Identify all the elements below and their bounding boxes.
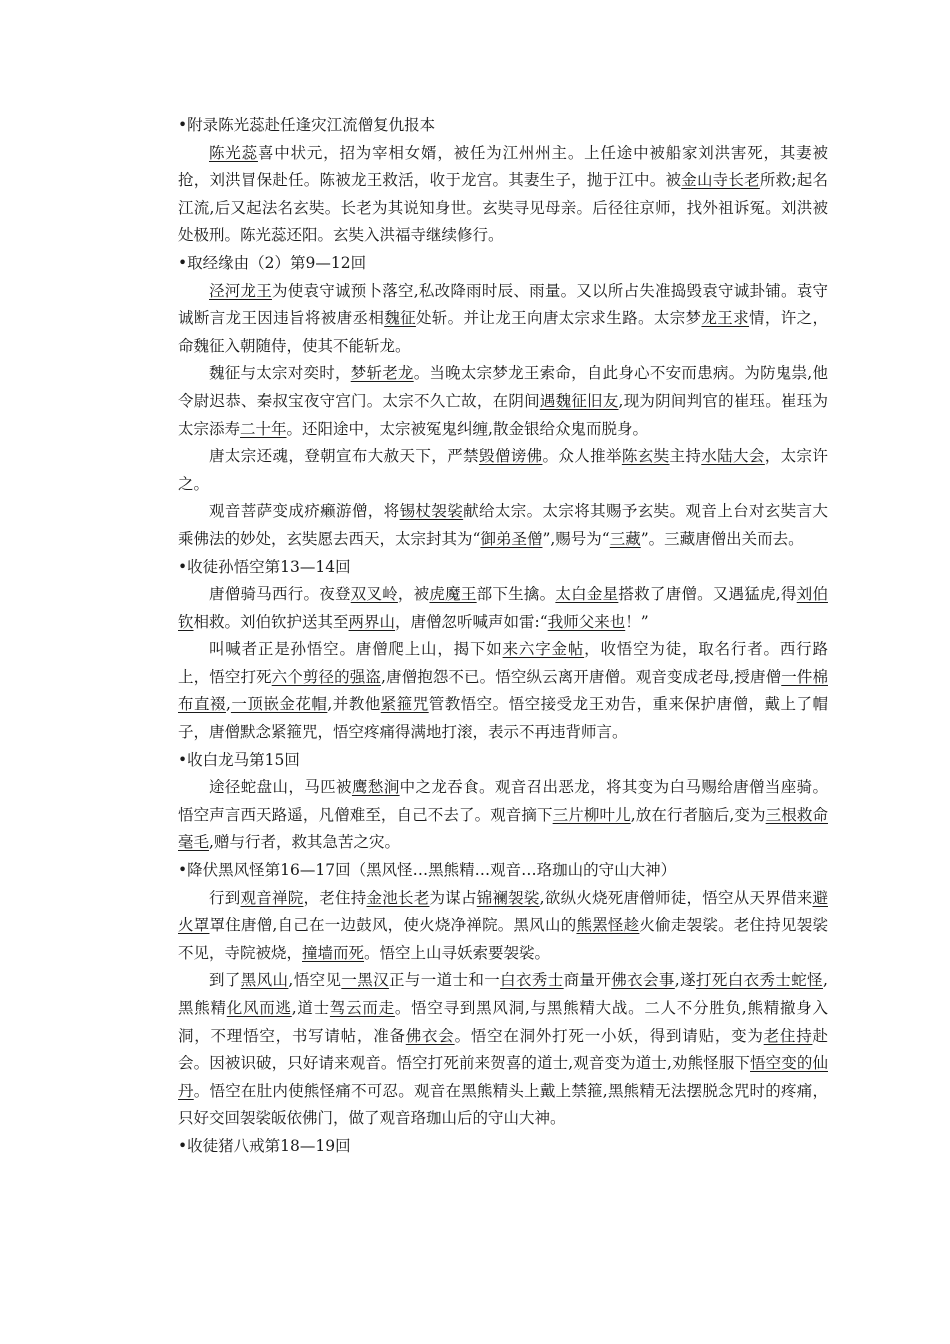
underlined-term: 三片柳叶儿 xyxy=(552,805,631,824)
text-run: ,赠与行者，救其急苦之灾。 xyxy=(209,833,400,852)
section-heading: •收白龙马第15回 xyxy=(178,750,300,769)
body-paragraph xyxy=(178,498,828,553)
text-run: 。悟空在肚内使熊怪痛不可忍。观音在黑熊精头上戴上禁箍,黑熊精无法摆脱念咒时的疼痛，只好交回袈裟皈依佛门，做了观音珞珈山后的守山大神。 xyxy=(178,1081,828,1128)
underlined-term: 驾云而走 xyxy=(329,999,395,1017)
body-paragraph xyxy=(178,278,828,361)
text-run: 情，许之，命魏征入朝随侍，使其不能斩龙。 xyxy=(178,309,828,355)
underlined-term: 鹰愁涧 xyxy=(351,778,400,797)
underlined-term: 水陆大会 xyxy=(701,447,765,466)
text-run: 。当晚太宗梦龙王索命，自此身心不安而患病。为防鬼祟,他令尉迟恭、秦叔宝夜守宫门。太宗不久亡故，在阴间 xyxy=(178,364,828,410)
underlined-term: 虎魔王 xyxy=(429,585,477,604)
section-heading: •降伏黑风怪第16—17回（黑风怪…黑熊精…观音…珞珈山的守山大神） xyxy=(178,861,677,880)
underlined-term: 二十年 xyxy=(240,419,287,438)
text-run: 。还阳途中，太宗被冤鬼纠缠,散金银给众鬼而脱身。 xyxy=(286,419,648,438)
text-run: 罩住唐僧,自己在一边鼓风，使火烧净禅院。黑风山的 xyxy=(209,916,577,935)
text-run: 管教悟空。悟空接受龙王劝告，重来保护唐僧，戴上了帽子，唐僧默念紧箍咒，悟空疼痛得满地打滚，表示不再违背师言。 xyxy=(178,695,828,742)
text-run: 为谋占 xyxy=(429,888,477,907)
body-paragraph xyxy=(178,885,828,968)
underlined-term: 陈光蕊 xyxy=(209,143,258,162)
underlined-term: 佛衣会事 xyxy=(611,971,675,990)
body-paragraph xyxy=(178,360,828,443)
underlined-term: 一顶嵌金花帽 xyxy=(230,695,328,714)
section-heading: •收徒孙悟空第13—14回 xyxy=(178,557,351,576)
underlined-term: 我师父来也 xyxy=(547,612,626,631)
underlined-term: 泾河龙王 xyxy=(209,281,272,300)
text-run: ,道士 xyxy=(291,999,330,1017)
section-heading: •取经缘由（2）第9—12回 xyxy=(178,253,367,272)
underlined-term: 化风而逃 xyxy=(226,999,292,1017)
underlined-term: 观音禅院 xyxy=(240,888,304,907)
body-paragraph xyxy=(178,636,828,746)
text-run: ”。三藏唐僧出关而去。 xyxy=(640,529,804,548)
section-heading: •收徒猪八戒第18—19回 xyxy=(178,1136,351,1155)
body-paragraph xyxy=(178,774,828,857)
text-run: ,并教他 xyxy=(327,695,381,714)
underlined-term: 黑风山 xyxy=(240,971,289,990)
text-run: ,欲纵火烧死唐僧师徒，悟空从天界借来 xyxy=(539,888,813,907)
underlined-term: 金山寺长老 xyxy=(681,171,760,190)
text-run: 唐太宗还魂，登朝宣布大赦天下，严禁 xyxy=(209,447,479,466)
text-run: ，收悟空为徒，取名行者。西行路上，悟空打死 xyxy=(178,640,828,686)
body-paragraph xyxy=(178,443,828,498)
text-run: 。悟空上山寻妖索要袈裟。 xyxy=(364,943,551,962)
underlined-term: 六个剪径的强盗 xyxy=(271,667,381,686)
text-run: 正与一道士和一 xyxy=(388,971,501,990)
body-paragraph xyxy=(178,140,828,250)
text-run: 喜中状元，招为宰相女婿，被任为江州州主。上任途中被船家刘洪害死，其妻被抢，刘洪冒保赴任。陈被龙王救活，收于龙宫。其妻生子，抛于江中。被 xyxy=(178,143,828,190)
underlined-term: 双叉岭 xyxy=(350,585,398,604)
text-run: 到了 xyxy=(209,971,241,990)
text-run: 中之龙吞食。观音召出恶龙，将其变为白马赐给唐僧当座骑。悟空声言西天路遥，凡僧难至，自己不去了。观音摘下 xyxy=(178,778,828,824)
document-body xyxy=(178,112,828,1161)
underlined-term: 龙王求 xyxy=(701,309,750,328)
text-run: ,放在行者脑后,变为 xyxy=(630,805,766,824)
text-run: 唐僧骑马西行。夜登 xyxy=(209,585,351,604)
underlined-term: 三根救命毫毛 xyxy=(178,805,828,852)
underlined-term: 白衣秀士 xyxy=(500,971,564,990)
text-run: 。悟空在洞外打死一小妖，得到请贴，变为 xyxy=(454,1026,764,1045)
text-run: 部下生擒。 xyxy=(476,585,556,604)
underlined-term: 避火罩 xyxy=(178,888,828,935)
underlined-term: 老住持 xyxy=(763,1026,813,1045)
text-run: ，被 xyxy=(397,585,430,604)
text-run: 献给太宗。太宗将其赐予玄奘。观音上台对玄奘言大乘佛法的妙处，玄奘愿去西天，太宗封其为“ xyxy=(178,502,828,548)
text-run: 搭救了唐僧。又遇猛虎,得 xyxy=(618,585,797,604)
underlined-term: 三藏 xyxy=(609,529,641,548)
body-paragraph xyxy=(178,967,828,1133)
text-run: , xyxy=(225,695,231,714)
text-run: 途径蛇盘山，马匹被 xyxy=(209,778,352,797)
body-paragraph xyxy=(178,581,828,636)
underlined-term: 刘伯钦 xyxy=(178,585,828,631)
text-run: 行到 xyxy=(209,888,241,907)
text-run: 。众人推举 xyxy=(542,447,622,466)
underlined-term: 来六字金帖 xyxy=(502,640,585,659)
text-run: 商量开 xyxy=(563,971,612,990)
underlined-term: 一黑汉 xyxy=(341,971,389,990)
underlined-term: 紧箍咒 xyxy=(380,695,429,714)
underlined-term: 两界山 xyxy=(348,612,396,631)
text-run: 观音菩萨变成疥癞游僧，将 xyxy=(209,502,400,521)
text-run: 。悟空寻到黑风洞,与黑熊精大战。二人不分胜负,熊精撤身入洞，不理悟空，书写请帖，准备 xyxy=(178,999,828,1045)
text-run: ,唐僧抱怨不已。悟空纵云离开唐僧。观音变成老母,授唐僧 xyxy=(380,667,782,686)
text-run: 为使袁守诚预卜落空,私改降雨时辰、雨量。又以所占失准捣毁袁守诚卦铺。袁守诚断言龙王因违旨将被唐丞相 xyxy=(178,281,828,328)
text-run: ,黑熊精 xyxy=(178,971,828,1017)
underlined-term: 陈玄奘 xyxy=(621,447,670,466)
underlined-term: 一件棉布直裰 xyxy=(178,667,828,714)
text-run: 主持 xyxy=(669,447,702,466)
text-run: 火偷走袈裟。老住持见袈裟不见，寺院被烧， xyxy=(178,916,828,962)
underlined-term: 锡杖袈裟 xyxy=(399,502,464,521)
text-run: 处斩。并让龙王向唐太宗求生路。太宗梦 xyxy=(415,309,702,328)
text-run: 相救。刘伯钦护送其至 xyxy=(193,612,349,631)
text-run: 所救;起名江流,后又起法名玄奘。长老为其说知身世。玄奘寻见母亲。后径往京师，找外祖诉冤。刘洪被处极刑。陈光蕊还阳。玄奘入洪福寺继续修行。 xyxy=(178,171,828,245)
text-run: 叫喊者正是孙悟空。唐僧爬上山，揭下如 xyxy=(209,640,503,659)
underlined-term: 御弟圣僧 xyxy=(480,529,543,548)
underlined-term: 熊罴怪趁 xyxy=(576,916,640,935)
text-run: ！” xyxy=(625,612,649,631)
underlined-term: 太白金星 xyxy=(555,585,619,604)
underlined-term: 魏征 xyxy=(384,309,416,328)
text-run: ，唐僧忽听喊声如雷:“ xyxy=(395,612,548,631)
text-run: ，老住持 xyxy=(303,888,367,907)
underlined-term: 打死白衣秀士蛇怪 xyxy=(695,971,823,990)
section-heading: •附录陈光蕊赴任逢灾江流僧复仇报本 xyxy=(178,116,436,134)
underlined-term: 佛衣会 xyxy=(405,1026,455,1045)
underlined-term: 锦襕袈裟 xyxy=(476,888,540,907)
underlined-term: 悟空变的仙丹 xyxy=(178,1054,828,1100)
text-run: ”,赐号为“ xyxy=(542,529,610,548)
text-run: 赴会。因被识破，只好请来观音。悟空打死前来贺喜的道士,观音变为道士,劝熊怪服下 xyxy=(178,1026,828,1073)
text-run: ,悟空见 xyxy=(288,971,342,990)
underlined-term: 撞墙而死 xyxy=(302,943,365,962)
underlined-term: 梦斩老龙 xyxy=(350,364,414,383)
underlined-term: 遇魏征旧友 xyxy=(539,391,619,410)
underlined-term: 毁僧谤佛 xyxy=(478,447,543,466)
text-run: ，太宗许之。 xyxy=(178,447,828,493)
text-run: ,现为阴间判官的崔珏。崔珏为太宗添寿 xyxy=(178,391,828,438)
text-run: 魏征与太宗对奕时， xyxy=(209,364,351,383)
underlined-term: 金池长老 xyxy=(366,888,430,907)
text-run: ,遂 xyxy=(674,971,696,990)
